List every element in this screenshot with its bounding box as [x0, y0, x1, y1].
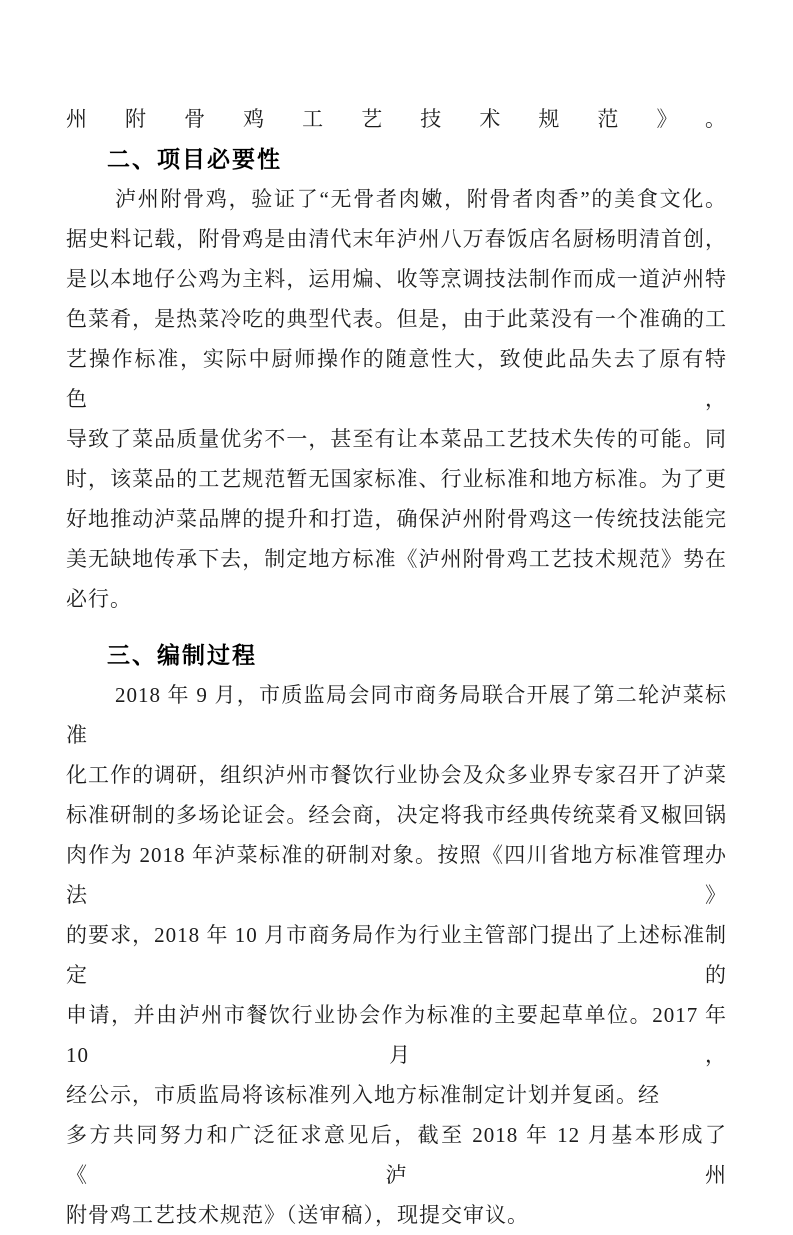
paragraph-line: 泸州附骨鸡，验证了“无骨者肉嫩，附骨者肉香”的美食文化。	[115, 187, 727, 211]
paragraph-line: 标准研制的多场论证会。经会商，决定将我市经典传统菜肴叉椒回锅	[66, 803, 727, 827]
paragraph-line: 附骨鸡工艺技术规范》（送审稿），现提交审议。	[66, 1203, 529, 1227]
continuation-line: 州附骨鸡工艺技术规范》。	[66, 107, 727, 131]
paragraph-line: 色菜肴，是热菜冷吃的典型代表。但是，由于此菜没有一个准确的工	[66, 307, 727, 331]
paragraph-line: 申请，并由泸州市餐饮行业协会作为标准的主要起草单位。2017 年 10 月，	[66, 1003, 727, 1067]
paragraph-line: 必行。	[66, 587, 132, 611]
paragraph-line: 肉作为 2018 年泸菜标准的研制对象。按照《四川省地方标准管理办法》	[66, 843, 727, 907]
paragraph-line: 据史料记载，附骨鸡是由清代末年泸州八万春饭店名厨杨明清首创，	[66, 227, 727, 251]
paragraph-line: 化工作的调研，组织泸州市餐饮行业协会及众多业界专家召开了泸菜	[66, 763, 727, 787]
paragraph-line: 经公示，市质监局将该标准列入地方标准制定计划并复函。经	[66, 1083, 660, 1107]
paragraph-line: 的要求，2018 年 10 月市商务局作为行业主管部门提出了上述标准制定的	[66, 923, 727, 987]
paragraph-line: 是以本地仔公鸡为主料，运用煸、收等烹调技法制作而成一道泸州特	[66, 267, 727, 291]
paragraph-line: 导致了菜品质量优劣不一，甚至有让本菜品工艺技术失传的可能。同	[66, 427, 727, 451]
heading-compilation-process: 三、编制过程	[107, 642, 257, 668]
paragraph-line: 多方共同努力和广泛征求意见后，截至 2018 年 12 月基本形成了《泸州	[66, 1123, 727, 1187]
heading-project-necessity: 二、项目必要性	[107, 146, 282, 172]
paragraph-line: 时，该菜品的工艺规范暂无国家标准、行业标准和地方标准。为了更	[66, 467, 727, 491]
paragraph-line: 艺操作标准，实际中厨师操作的随意性大，致使此品失去了原有特色，	[66, 347, 727, 411]
paragraph-line: 美无缺地传承下去，制定地方标准《泸州附骨鸡工艺技术规范》势在	[66, 547, 727, 571]
paragraph-line: 好地推动泸菜品牌的提升和打造，确保泸州附骨鸡这一传统技法能完	[66, 507, 727, 531]
paragraph-line: 2018 年 9 月，市质监局会同市商务局联合开展了第二轮泸菜标准	[66, 683, 727, 747]
